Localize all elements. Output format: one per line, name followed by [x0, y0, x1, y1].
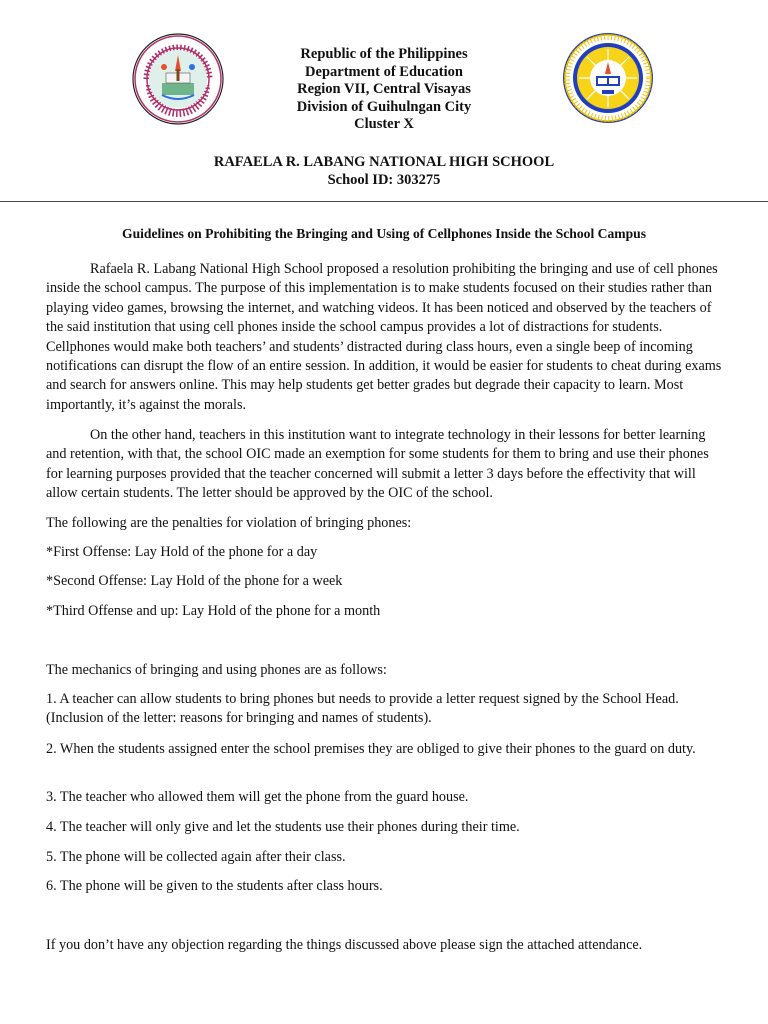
- penalty-item: *First Offense: Lay Hold of the phone for a day: [46, 544, 318, 560]
- penalty-item: *Second Offense: Lay Hold of the phone for a week: [46, 573, 343, 589]
- header-line: Republic of the Philippines: [300, 46, 468, 62]
- mechanics-intro: The mechanics of bringing and using phones are as follows:: [46, 662, 387, 678]
- closing-statement: If you don’t have any objection regarding the things discussed above please sign the attached attendance.: [46, 937, 643, 953]
- mechanics-item: 4. The teacher will only give and let the students use their phones during their time.: [46, 819, 520, 835]
- penalties-intro: The following are the penalties for violation of bringing phones:: [46, 515, 412, 531]
- school-name: RAFAELA R. LABANG NATIONAL HIGH SCHOOL: [213, 154, 555, 170]
- paragraph-exemption: On the other hand, teachers in this institution want to integrate technology in their lessons for better learning and retention, with that, the school OIC made an exemption for some students for them to bring and use their phones for learning purposes provided that the teacher concerned will submit a letter 3 days before the effectivity that will allow certain students. The letter should be approved by the OIC of the school.: [46, 427, 709, 502]
- header-divider: [0, 201, 768, 202]
- mechanics-item: 5. The phone will be collected again after their class.: [46, 849, 346, 865]
- mechanics-item: 2. When the students assigned enter the school premises they are obliged to give their phones to the guard on duty.: [46, 741, 696, 757]
- school-block: [0, 153, 768, 189]
- mechanics-item: 6. The phone will be given to the students after class hours.: [46, 878, 383, 894]
- mechanics-item: 1. A teacher can allow students to bring phones but needs to provide a letter request signed by the School Head. (Inclusion of the letter: reasons for bringing and names of students).: [46, 691, 679, 727]
- document-title: Guidelines on Prohibiting the Bringing and Using of Cellphones Inside the School Campus: [122, 226, 646, 241]
- penalty-item: *Third Offense and up: Lay Hold of the phone for a month: [46, 603, 381, 619]
- header-line: Division of Guihulngan City: [296, 98, 472, 115]
- mechanics-item: 3. The teacher who allowed them will get the phone from the guard house.: [46, 789, 469, 805]
- header-line: Department of Education: [305, 63, 463, 80]
- header-line: Cluster X: [354, 116, 414, 133]
- header-line: Region VII, Central Visayas: [297, 81, 471, 98]
- school-id: School ID: 303275: [327, 172, 441, 188]
- paragraph-purpose: Rafaela R. Labang National High School proposed a resolution prohibiting the bringing and use of cell phones inside the school campus. The purpose of this implementation is to make students focused on their studies rather than playing video games, browsing the internet, and watching videos. It has been noticed and observed by the teachers of the said institution that using cell phones inside the school campus provides a lot of distractions for students. Cellphones would make both teachers’ and students’ distracted during class hours, even a single beep of incoming notifications can disrupt the flow of an entire session. In addition, it would be easier for students to cheat during exams and search for answers online. This may help students get better grades but degrade their capacity to learn. Most importantly, it’s against the morals.: [46, 261, 722, 413]
- agency-header: [0, 46, 768, 134]
